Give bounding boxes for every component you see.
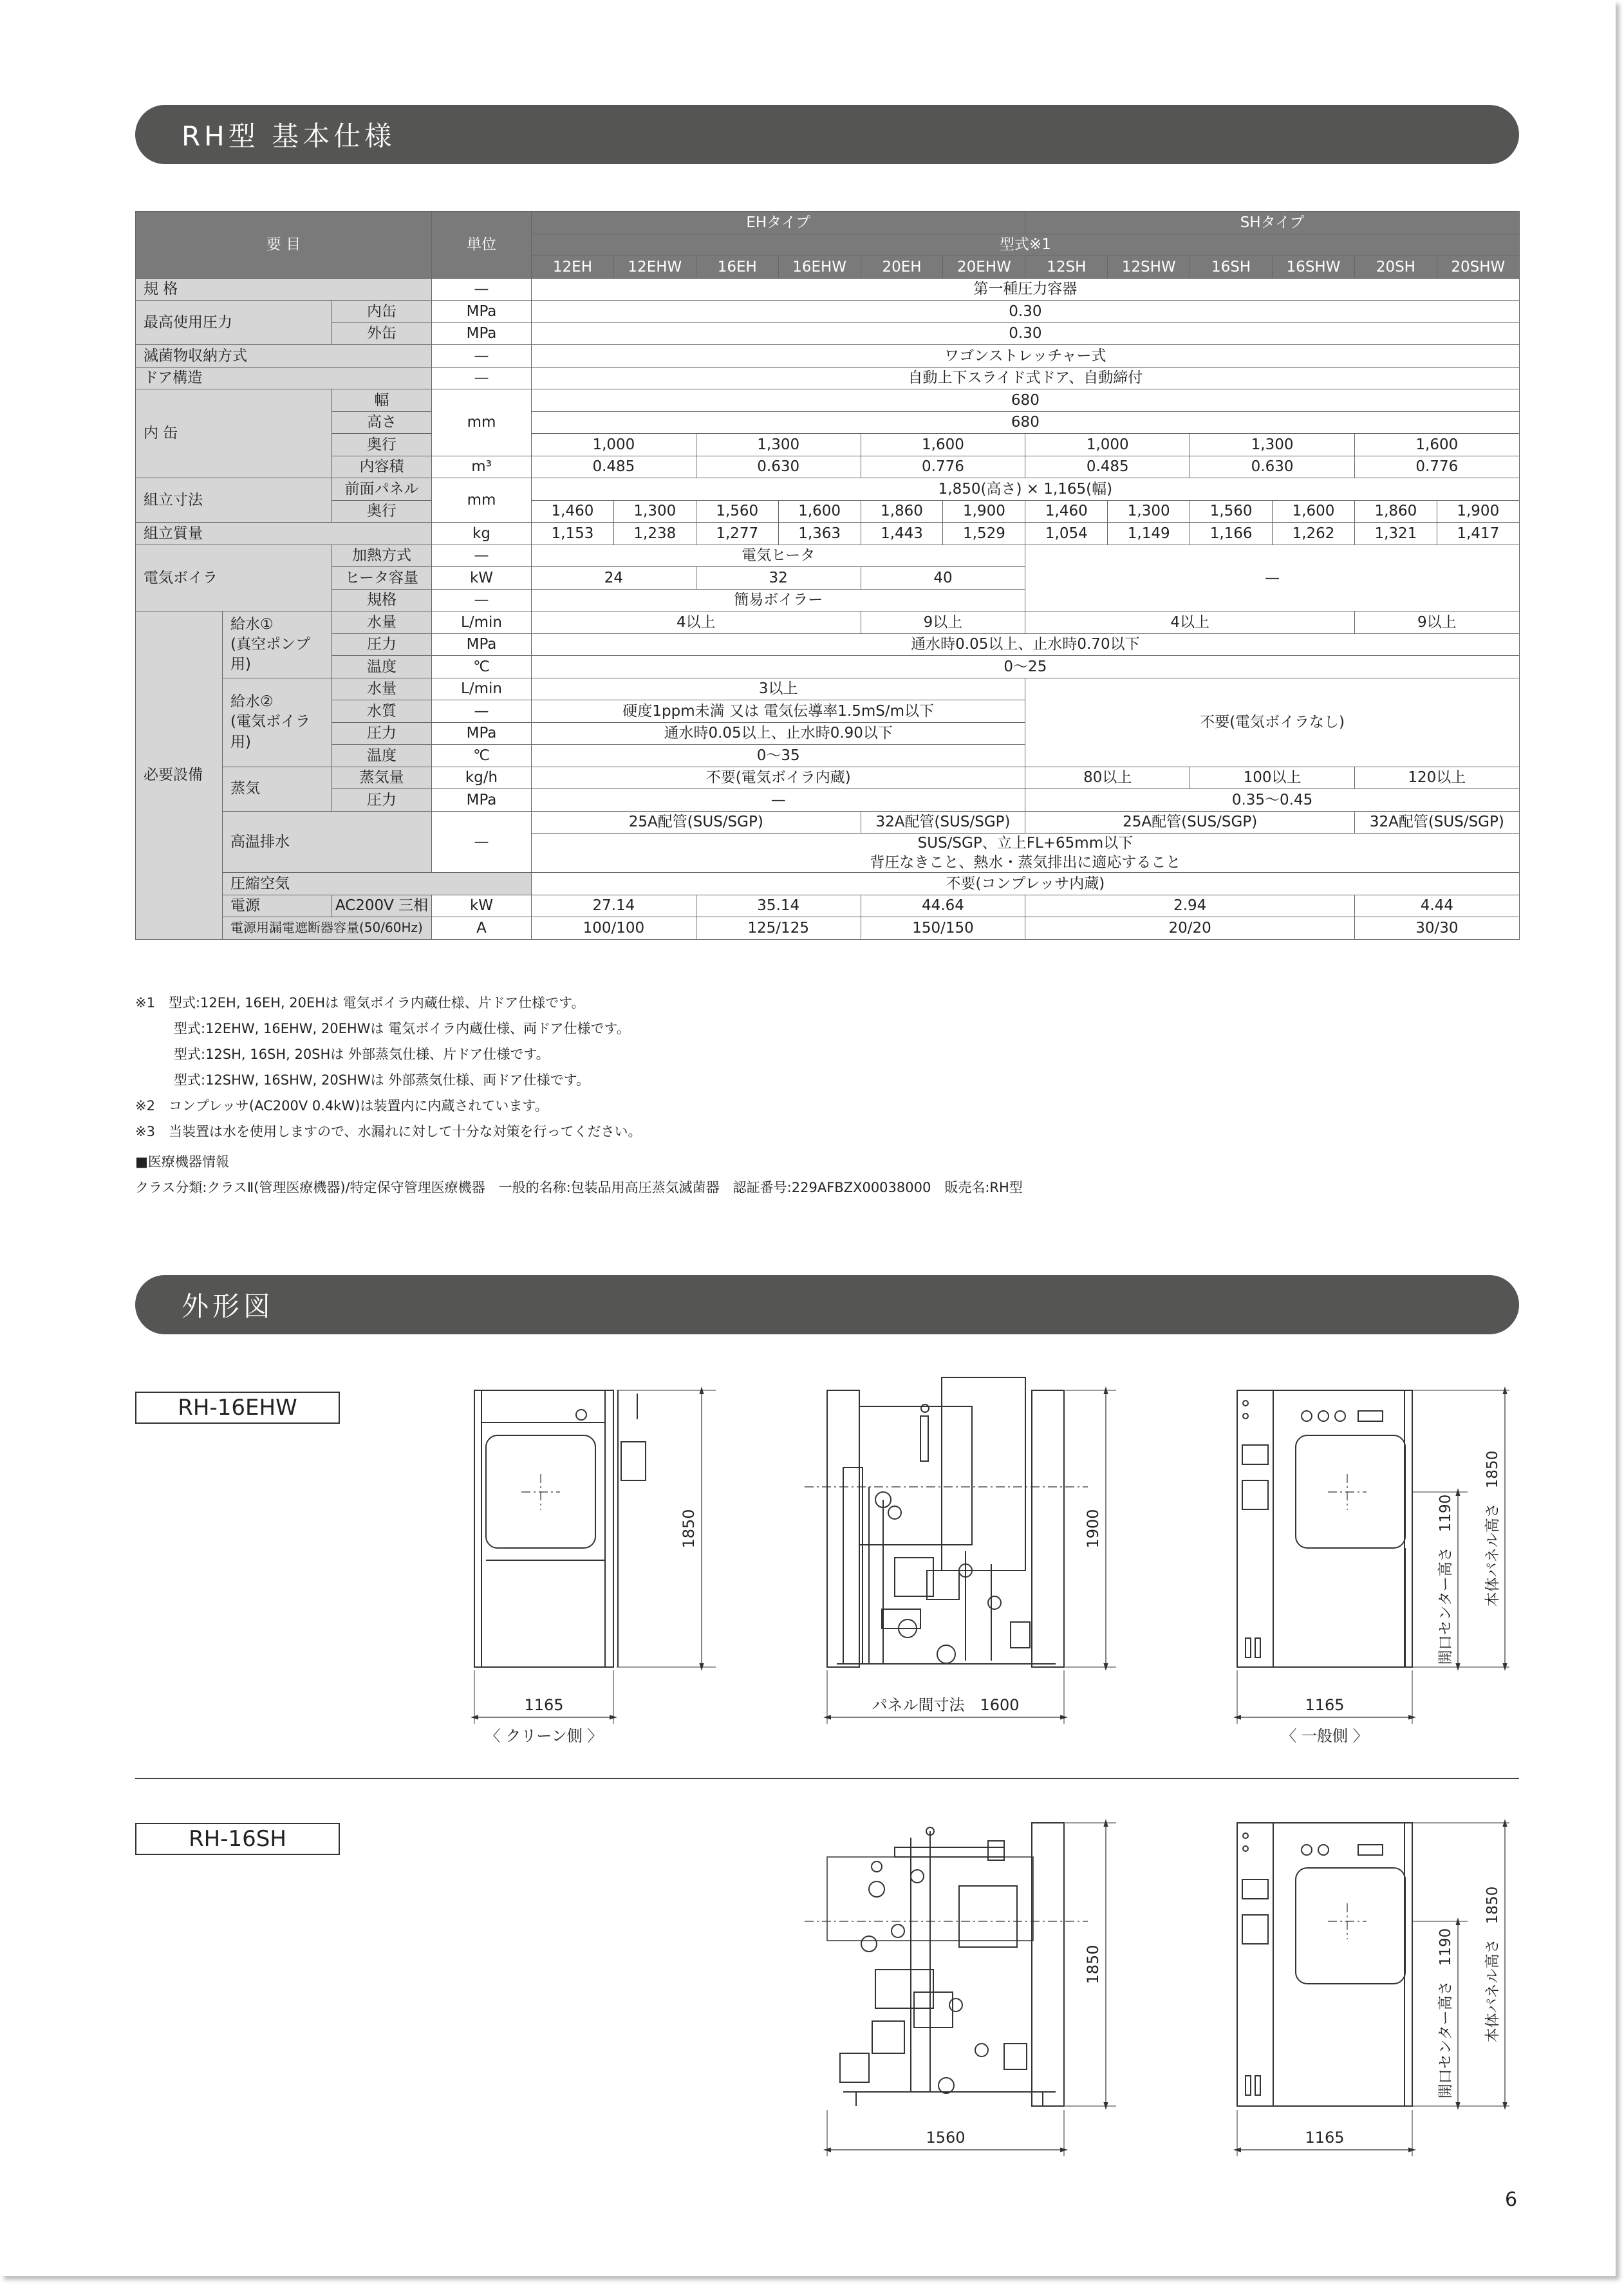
value-cell: 150/150 [861,917,1025,940]
dim-text: 本体パネル高さ 1850 [1484,1886,1501,2043]
medical-heading: ■医療機器情報 [135,1154,229,1170]
value-cell: 硬度1ppm未満 又は 電気伝導率1.5mS/m以下 [532,700,1025,723]
value-cell: 1,054 [1025,523,1108,545]
front-view-16sh [1237,1823,1509,2156]
value-cell: 27.14 [532,895,696,917]
value-cell: 0.485 [532,456,696,478]
value-cell: 1,300 [696,434,861,456]
unit-cell: — [432,589,532,611]
row-label: 蒸気 [223,767,332,811]
value-cell: 1,300 [1190,434,1355,456]
value-cell: 680 [532,389,1520,412]
front-view-general-side [1237,1390,1509,1724]
side-view-16ehw [805,1377,1116,1724]
unit-cell: A [432,917,532,940]
value-cell: 1,600 [861,434,1025,456]
sub-label: 規格 [332,589,432,611]
value-cell: 0.35〜0.45 [1025,789,1519,812]
sub-label: 奥行 [332,434,432,456]
sub-label: 水量 [332,678,432,700]
value-cell: 0.630 [696,456,861,478]
sub-label: 幅 [332,389,432,412]
footnote: 型式:12SH, 16SH, 20SHは 外部蒸気仕様、片ドア仕様です。 [174,1047,550,1062]
model-label-2: RH-16SH [135,1823,340,1855]
value-cell: 0〜25 [532,656,1520,678]
value-cell: 2.94 [1025,895,1355,917]
model-cell: 20SHW [1437,256,1519,279]
footnote: 型式:12SHW, 16SHW, 20SHWは 外部蒸気仕様、両ドア仕様です。 [174,1072,590,1088]
side-view-16sh [805,1823,1116,2156]
sub-label: 温度 [332,656,432,678]
row-label: 圧縮空気 [223,873,532,895]
value-cell: 25A配管(SUS/SGP) [1025,811,1355,834]
value-cell: 9以上 [1354,611,1519,634]
sub-label: 水量 [332,611,432,634]
value-cell: 32A配管(SUS/SGP) [1354,811,1519,834]
value-cell: 35.14 [696,895,861,917]
value-cell: 1,238 [613,523,696,545]
value-cell: 第一種圧力容器 [532,278,1520,301]
row-label: 電気ボイラ [136,545,332,611]
dim-text: 1165 [1305,2129,1345,2147]
value-cell: 25A配管(SUS/SGP) [532,811,861,834]
value-cell: 1,300 [1108,500,1190,523]
value-cell: 3以上 [532,678,1025,700]
dim-text: 1900 [1084,1509,1102,1549]
value-cell: 0.30 [532,322,1520,345]
value-cell: 1,149 [1108,523,1190,545]
value-cell: 0.776 [861,456,1025,478]
model-cell: 20SH [1354,256,1437,279]
unit-cell: L/min [432,678,532,700]
value-cell: 1,560 [1190,500,1273,523]
value-cell: 1,860 [1354,500,1437,523]
view-caption: 〈 クリーン側 〉 [485,1727,603,1745]
page-number: 6 [1505,2188,1518,2211]
value-cell: 44.64 [861,895,1025,917]
header-sh: SHタイプ [1025,212,1519,234]
model-cell: 16EH [696,256,778,279]
spec-section-title: RH型 基本仕様 [135,105,1519,164]
value-cell: — [532,789,1025,812]
dim-text: パネル間寸法 1600 [872,1696,1020,1714]
row-label: 組立質量 [136,523,432,545]
value-cell: 1,560 [696,500,778,523]
sub-label: AC200V 三相 [332,895,432,917]
view-caption: 〈 一般側 〉 [1281,1727,1368,1745]
unit-cell: — [432,278,532,301]
header-unit: 単位 [432,212,532,279]
value-cell: 不要(電気ボイラ内蔵) [532,767,1025,789]
value-cell: 1,600 [778,500,861,523]
unit-cell: L/min [432,611,532,634]
unit-cell: kW [432,895,532,917]
unit-cell: — [432,700,532,723]
row-label: 電源 [223,895,332,917]
dim-text: 開口センター高さ 1190 [1437,1494,1454,1665]
value-cell: 1,166 [1190,523,1273,545]
model-cell: 20EH [861,256,943,279]
unit-cell: kg/h [432,767,532,789]
value-cell: 125/125 [696,917,861,940]
value-cell: 20/20 [1025,917,1355,940]
unit-cell: MPa [432,789,532,812]
sub-label: ヒータ容量 [332,567,432,590]
model-cell: 12EHW [613,256,696,279]
footnote: ※1 型式:12EH, 16EH, 20EHは 電気ボイラ内蔵仕様、片ドア仕様です。 [135,995,585,1011]
sub-label: 加熱方式 [332,545,432,567]
value-cell: 通水時0.05以上、止水時0.90以下 [532,722,1025,745]
row-label: 最高使用圧力 [136,301,332,345]
value-cell: 電気ヒータ [532,545,1025,567]
medical-text: クラス分類:クラスⅡ(管理医療機器)/特定保守管理医療機器 一般的名称:包装品用高圧蒸気滅菌器 認証番号:229AFBZX00038000 販売名:RH型 [135,1180,1023,1195]
sub-label: 圧力 [332,633,432,656]
header-item: 要 目 [136,212,432,279]
sub-label: 高さ [332,411,432,434]
value-cell: 32A配管(SUS/SGP) [861,811,1025,834]
value-cell: — [1025,545,1519,611]
model-cell: 12EH [532,256,614,279]
row-label: 滅菌物収納方式 [136,345,432,368]
row-label: 組立寸法 [136,478,332,523]
value-cell: 1,460 [1025,500,1108,523]
row-label: 必要設備 [136,611,223,940]
unit-cell: MPa [432,722,532,745]
value-cell: 0〜35 [532,745,1025,767]
value-cell: 1,900 [1437,500,1519,523]
model-cell: 16SHW [1273,256,1355,279]
unit-cell: MPa [432,633,532,656]
value-cell: 1,529 [943,523,1025,545]
unit-cell: m³ [432,456,532,478]
value-cell: 不要(コンプレッサ内蔵) [532,873,1520,895]
model-cell: 16EHW [778,256,861,279]
value-cell: 4以上 [1025,611,1355,634]
value-cell: 80以上 [1025,767,1190,789]
footnote: ※2 コンプレッサ(AC200V 0.4kW)は装置内に内蔵されています。 [135,1098,548,1114]
model-cell: 16SH [1190,256,1273,279]
value-cell: 4.44 [1354,895,1519,917]
value-cell: 32 [696,567,861,590]
value-cell: 自動上下スライド式ドア、自動締付 [532,367,1520,389]
row-label: 電源用漏電遮断器容量(50/60Hz) [223,917,432,940]
unit-cell: ℃ [432,745,532,767]
header-model: 型式※1 [532,234,1520,256]
value-cell: 1,321 [1354,523,1437,545]
unit-cell: — [432,345,532,368]
unit-cell: — [432,367,532,389]
unit-cell: kg [432,523,532,545]
value-cell: 0.630 [1190,456,1355,478]
value-cell: 1,460 [532,500,614,523]
unit-cell: mm [432,389,532,456]
unit-cell: MPa [432,301,532,323]
dim-text: 1850 [1084,1945,1102,1984]
value-cell: 4以上 [532,611,861,634]
value-cell: 1,000 [1025,434,1190,456]
row-label: 高温排水 [223,811,432,873]
sub-label: 奥行 [332,500,432,523]
value-cell: 0.776 [1354,456,1519,478]
value-cell: 簡易ボイラー [532,589,1025,611]
value-cell: 0.485 [1025,456,1190,478]
dim-text: 1165 [524,1696,564,1714]
value-cell: 1,860 [861,500,943,523]
value-cell: 不要(電気ボイラなし) [1025,678,1519,767]
row-label: 給水① (真空ポンプ用) [223,611,332,678]
value-cell: 1,600 [1354,434,1519,456]
row-label: 規 格 [136,278,432,301]
value-cell: 1,850(高さ) × 1,165(幅) [532,478,1520,501]
value-cell: 1,277 [696,523,778,545]
unit-cell: — [432,811,532,873]
row-label: ドア構造 [136,367,432,389]
unit-cell: mm [432,478,532,523]
dim-text: 1850 [680,1509,698,1549]
value-cell: 120以上 [1354,767,1519,789]
dim-text: 1560 [926,2129,966,2147]
value-cell: ワゴンストレッチャー式 [532,345,1520,368]
row-label: 内 缶 [136,389,332,478]
front-view-clean-side [474,1390,716,1724]
value-cell: 100/100 [532,917,696,940]
dim-text: 開口センター高さ 1190 [1437,1928,1454,2099]
sub-label: 温度 [332,745,432,767]
sub-label: 外缶 [332,322,432,345]
value-cell: 1,363 [778,523,861,545]
unit-cell: ℃ [432,656,532,678]
unit-cell: — [432,545,532,567]
dim-text: 本体パネル高さ 1850 [1484,1450,1501,1607]
unit-cell: MPa [432,322,532,345]
sub-label: 圧力 [332,722,432,745]
value-cell: 1,600 [1273,500,1355,523]
value-cell: 1,417 [1437,523,1519,545]
value-cell: 1,153 [532,523,614,545]
value-cell: 1,000 [532,434,696,456]
dim-text: 1165 [1305,1696,1345,1714]
value-cell: 1,443 [861,523,943,545]
sub-label: 蒸気量 [332,767,432,789]
footnote: 型式:12EHW, 16EHW, 20EHWは 電気ボイラ内蔵仕様、両ドア仕様です。 [174,1021,630,1036]
value-cell: 40 [861,567,1025,590]
model-cell: 20EHW [943,256,1025,279]
value-cell: 9以上 [861,611,1025,634]
value-cell: 30/30 [1354,917,1519,940]
sub-label: 圧力 [332,789,432,812]
model-cell: 12SH [1025,256,1108,279]
value-cell: 背圧なきこと、熱水・蒸気排出に適応すること [532,853,1520,873]
value-cell: 1,262 [1273,523,1355,545]
outline-section-title: 外形図 [135,1275,1519,1334]
unit-cell: kW [432,567,532,590]
row-label: 給水② (電気ボイラ用) [223,678,332,767]
sub-label: 内缶 [332,301,432,323]
value-cell: SUS/SGP、立上FL+65mm以下 [532,834,1520,853]
sub-label: 前面パネル [332,478,432,501]
value-cell: 0.30 [532,301,1520,323]
model-cell: 12SHW [1108,256,1190,279]
sub-label: 水質 [332,700,432,723]
value-cell: 通水時0.05以上、止水時0.70以下 [532,633,1520,656]
value-cell: 100以上 [1190,767,1355,789]
value-cell: 1,900 [943,500,1025,523]
model-label-1: RH-16EHW [135,1392,340,1424]
footnote: ※3 当装置は水を使用しますので、水漏れに対して十分な対策を行ってください。 [135,1124,642,1139]
value-cell: 680 [532,411,1520,434]
value-cell: 24 [532,567,696,590]
header-eh: EHタイプ [532,212,1025,234]
value-cell: 1,300 [613,500,696,523]
sub-label: 内容積 [332,456,432,478]
